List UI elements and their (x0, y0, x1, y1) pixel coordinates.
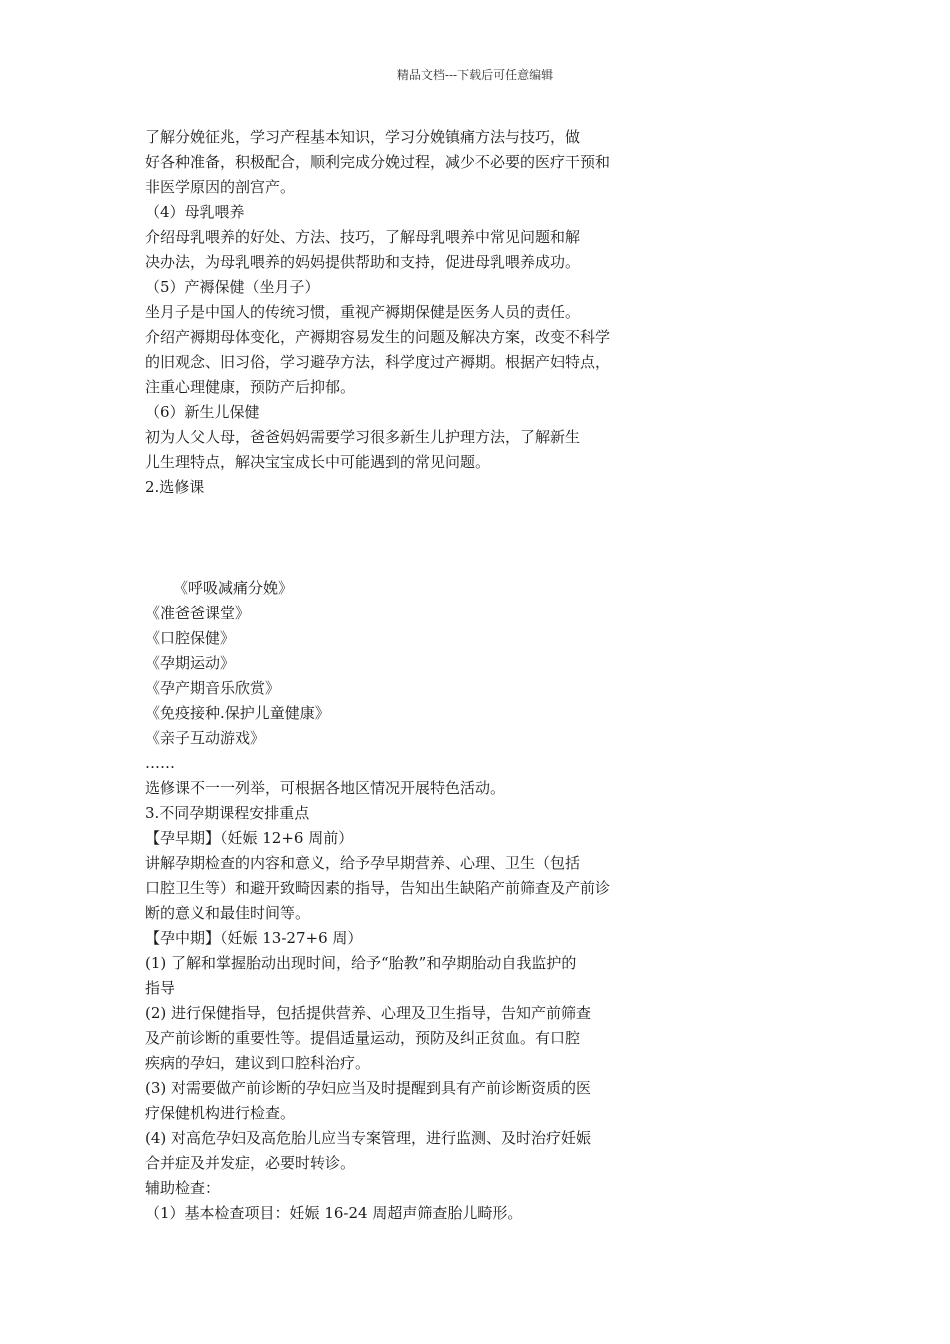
text-line: 2.选修课 (145, 478, 205, 496)
section-childbirth-and-care (145, 125, 705, 500)
text-line: （1）基本检查项目：妊娠 16-24 周超声筛查胎儿畸形。 (145, 1204, 523, 1222)
text-line: 的旧观念、旧习俗，学习避孕方法，科学度过产褥期。根据产妇特点， (145, 353, 611, 371)
text-line: 【孕早期】（妊娠 12+6 周前） (145, 829, 354, 847)
page-header: 精品文档---下载后可任意编辑 (396, 68, 554, 82)
section-electives-and-trimesters (145, 601, 705, 1226)
text-line: 介绍母乳喂养的好处、方法、技巧，了解母乳喂养中常见问题和解 (145, 228, 581, 246)
text-line: 《孕产期音乐欣赏》 (145, 679, 281, 697)
text-line: 《亲子互动游戏》 (145, 729, 266, 747)
text-line: 决办法，为母乳喂养的妈妈提供帮助和支持，促进母乳喂养成功。 (145, 253, 581, 271)
text-line: (4) 对高危孕妇及高危胎儿应当专案管理，进行监测、及时治疗妊娠 (145, 1129, 592, 1147)
text-line: 疾病的孕妇，建议到口腔科治疗。 (145, 1054, 371, 1072)
text-line: 选修课不一一列举，可根据各地区情况开展特色活动。 (145, 779, 506, 797)
text-line: 非医学原因的剖宫产。 (145, 178, 296, 196)
document-body (145, 125, 705, 1226)
text-line: 注重心理健康，预防产后抑郁。 (145, 378, 356, 396)
text-line: 讲解孕期检查的内容和意义，给予孕早期营养、心理、卫生（包括 (145, 854, 581, 872)
text-line: 坐月子是中国人的传统习惯，重视产褥期保健是医务人员的责任。 (145, 303, 581, 321)
text-line: （4）母乳喂养 (145, 203, 245, 221)
text-line: (2) 进行保健指导，包括提供营养、心理及卫生指导，告知产前筛查 (145, 1004, 592, 1022)
text-line: 《口腔保健》 (145, 629, 236, 647)
text-line: 了解分娩征兆，学习产程基本知识，学习分娩镇痛方法与技巧，做 (145, 128, 581, 146)
text-line: 《准爸爸课堂》 (145, 604, 251, 622)
text-line: (1) 了解和掌握胎动出现时间，给予“胎教”和孕期胎动自我监护的 (145, 954, 577, 972)
text-line: 初为人父人母，爸爸妈妈需要学习很多新生儿护理方法，了解新生 (145, 428, 581, 446)
text-line: 好各种准备，积极配合，顺利完成分娩过程，减少不必要的医疗干预和 (145, 153, 611, 171)
text-line: 【孕中期】（妊娠 13-27+6 周） (145, 929, 363, 947)
text-line: …… (145, 754, 175, 772)
text-line: 《孕期运动》 (145, 654, 236, 672)
text-line: 儿生理特点，解决宝宝成长中可能遇到的常见问题。 (145, 453, 491, 471)
text-line: (3) 对需要做产前诊断的孕妇应当及时提醒到具有产前诊断资质的医 (145, 1079, 592, 1097)
text-line: （6）新生儿保健 (145, 403, 260, 421)
text-line: 介绍产褥期母体变化，产褥期容易发生的问题及解决方案，改变不科学 (145, 328, 611, 346)
text-line: 指导 (145, 979, 176, 997)
text-line: 断的意义和最佳时间等。 (145, 904, 311, 922)
text-line: 《免疫接种.保护儿童健康》 (145, 704, 330, 722)
elective-course-item: 《呼吸减痛分娩》 (173, 579, 294, 597)
text-line: 合并症及并发症，必要时转诊。 (145, 1154, 356, 1172)
text-line: 及产前诊断的重要性等。提倡适量运动，预防及纠正贫血。有口腔 (145, 1029, 581, 1047)
text-line: 疗保健机构进行检查。 (145, 1104, 296, 1122)
text-line: 口腔卫生等）和避开致畸因素的指导，告知出生缺陷产前筛查及产前诊 (145, 879, 611, 897)
text-line: 辅助检查： (145, 1179, 221, 1197)
spacer (145, 500, 705, 576)
text-line: 3.不同孕期课程安排重点 (145, 804, 310, 822)
text-line: （5）产褥保健（坐月子） (145, 278, 320, 296)
